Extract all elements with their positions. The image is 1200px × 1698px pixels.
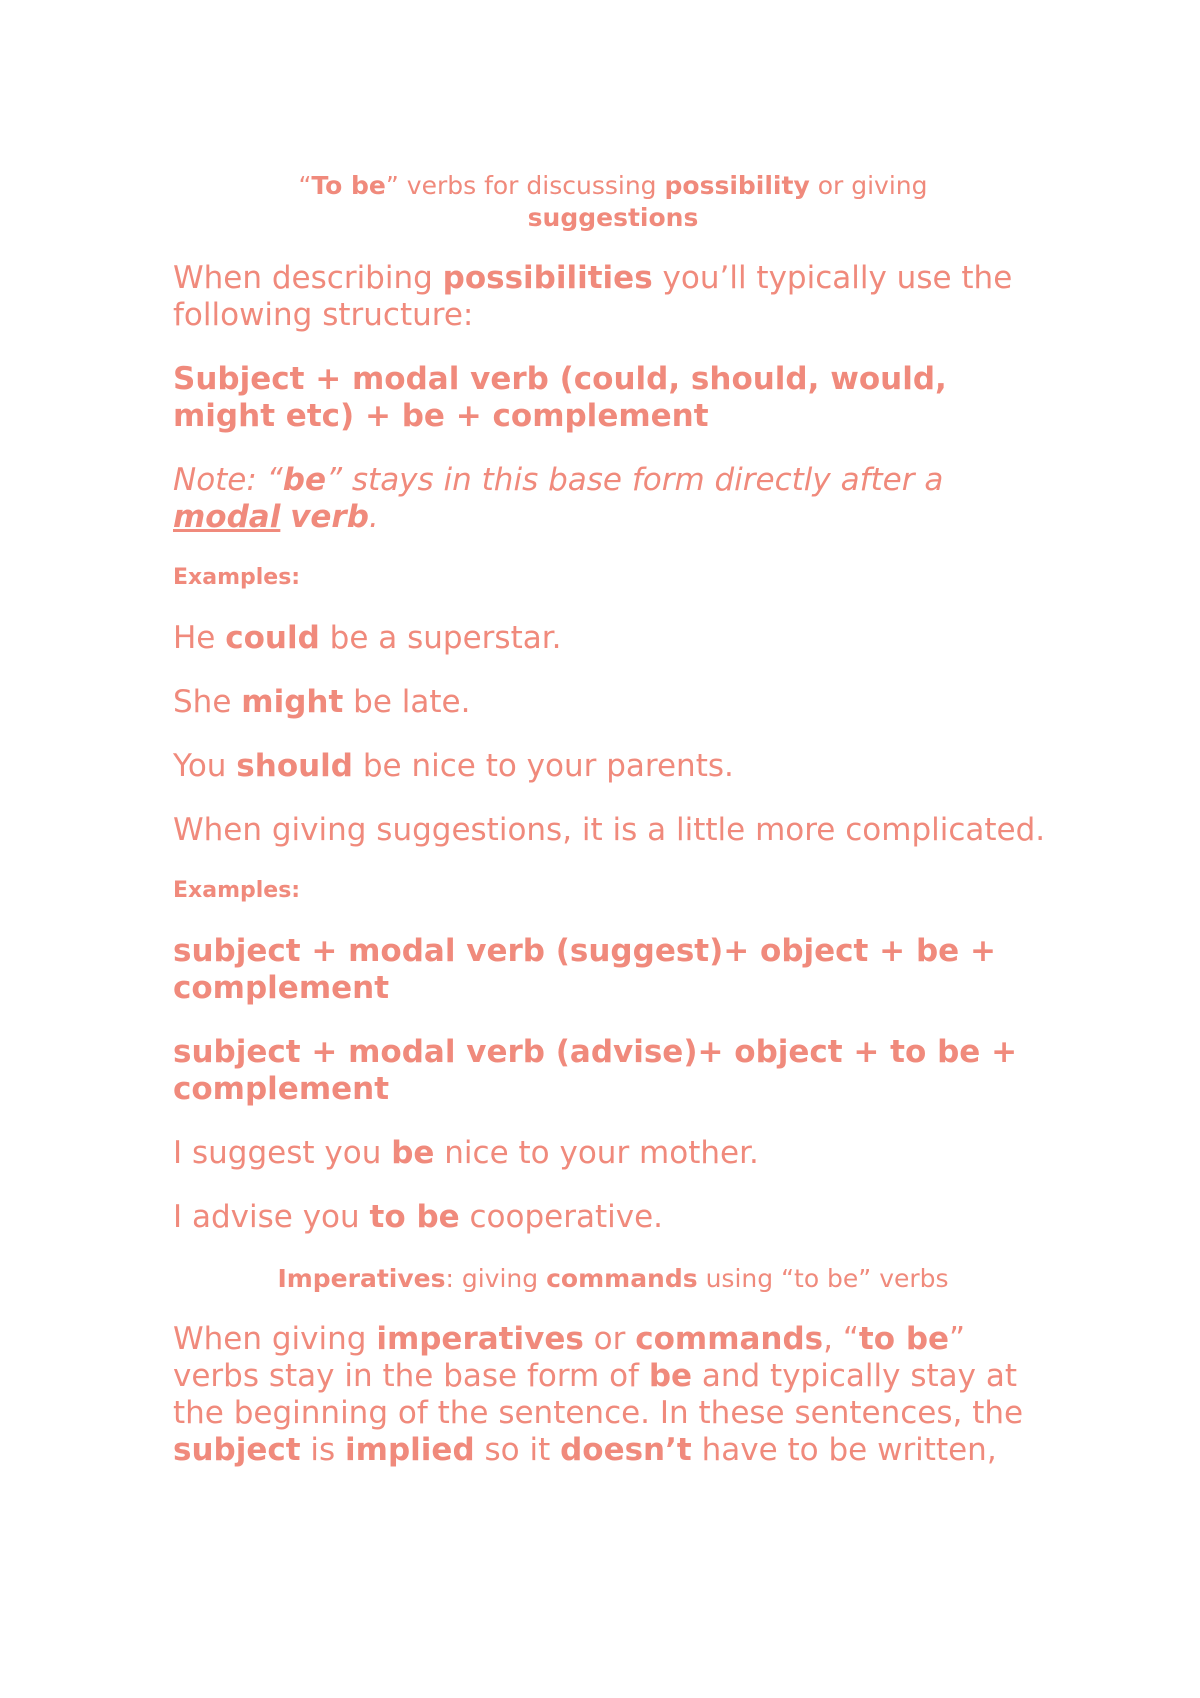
emphasis: doesn’t <box>560 1432 692 1468</box>
emphasis: verb <box>290 499 369 535</box>
formula-suggest: subject + modal verb (suggest)+ object + be + complement <box>173 933 996 1006</box>
emphasis: be <box>648 1358 693 1394</box>
text: Note: “ <box>173 462 283 498</box>
example-sentence <box>173 748 1053 785</box>
text: be nice to your parents. <box>353 748 734 784</box>
emphasis: possibility <box>664 171 810 200</box>
emphasis: to be <box>858 1321 950 1357</box>
text: be late. <box>343 684 471 720</box>
text: I advise you <box>173 1199 370 1235</box>
document-page <box>173 170 1053 1496</box>
emphasis: be <box>391 1135 435 1171</box>
text <box>280 499 290 535</box>
text: , “ <box>823 1321 859 1357</box>
examples-label: Examples: <box>173 878 301 903</box>
example-sentence <box>173 684 1053 721</box>
emphasis: possibilities <box>442 260 653 296</box>
emphasis: be <box>282 462 326 498</box>
text: or <box>583 1321 636 1357</box>
emphasis: subject <box>173 1432 301 1468</box>
text: I suggest you <box>173 1135 392 1171</box>
text: have to be written, <box>691 1432 997 1468</box>
text: and typically stay at the beginning of the sentence. In these sentences, the <box>173 1358 1024 1431</box>
example-sentence <box>173 620 1053 657</box>
text: . <box>368 499 379 535</box>
example-sentence <box>173 1135 1053 1172</box>
emphasis: suggestions <box>527 203 699 232</box>
text: or giving <box>809 171 928 200</box>
formula-advise: subject + modal verb (advise)+ object + to be + complement <box>173 1034 1018 1107</box>
text: using “to be” verbs <box>697 1264 949 1293</box>
section-heading-imperatives <box>173 1263 1053 1295</box>
text: When describing <box>173 260 443 296</box>
emphasis: to be <box>369 1199 460 1235</box>
text: you’ll typically use the following structure: <box>173 260 1013 333</box>
emphasis: commands <box>546 1264 698 1293</box>
emphasis: might <box>241 684 344 720</box>
text: be a superstar. <box>319 620 562 656</box>
examples-label: Examples: <box>173 565 301 590</box>
formula-possibility: Subject + modal verb (could, should, would, might etc) + be + complement <box>173 361 947 434</box>
text: He <box>173 620 226 656</box>
emphasis: implied <box>345 1432 475 1468</box>
emphasis: commands <box>635 1321 824 1357</box>
text: cooperative. <box>459 1199 664 1235</box>
paragraph-suggestions: When giving suggestions, it is a little more complicated. <box>173 812 1046 848</box>
section-heading-possibility <box>173 170 1053 234</box>
text: verbs for discussing <box>398 171 665 200</box>
emphasis: To be <box>311 171 386 200</box>
emphasis: Imperatives <box>277 1264 446 1293</box>
emphasis: should <box>236 748 354 784</box>
text: : giving <box>445 1264 547 1293</box>
text: ” verbs stay in the base form of <box>173 1321 966 1394</box>
text: “ <box>298 171 312 200</box>
note <box>173 462 1053 536</box>
text: You <box>173 748 237 784</box>
emphasis-underline: modal <box>173 499 281 535</box>
emphasis: imperatives <box>376 1321 584 1357</box>
text: nice to your mother. <box>434 1135 759 1171</box>
paragraph-imperatives <box>173 1321 1053 1469</box>
text: When giving <box>173 1321 377 1357</box>
emphasis: could <box>225 620 320 656</box>
text: ” <box>385 171 399 200</box>
text: ” stays in this base form directly after a <box>325 462 944 498</box>
example-sentence <box>173 1199 1053 1236</box>
paragraph-possibilities <box>173 260 1053 334</box>
text: is <box>300 1432 346 1468</box>
text: She <box>173 684 242 720</box>
text: so it <box>474 1432 561 1468</box>
